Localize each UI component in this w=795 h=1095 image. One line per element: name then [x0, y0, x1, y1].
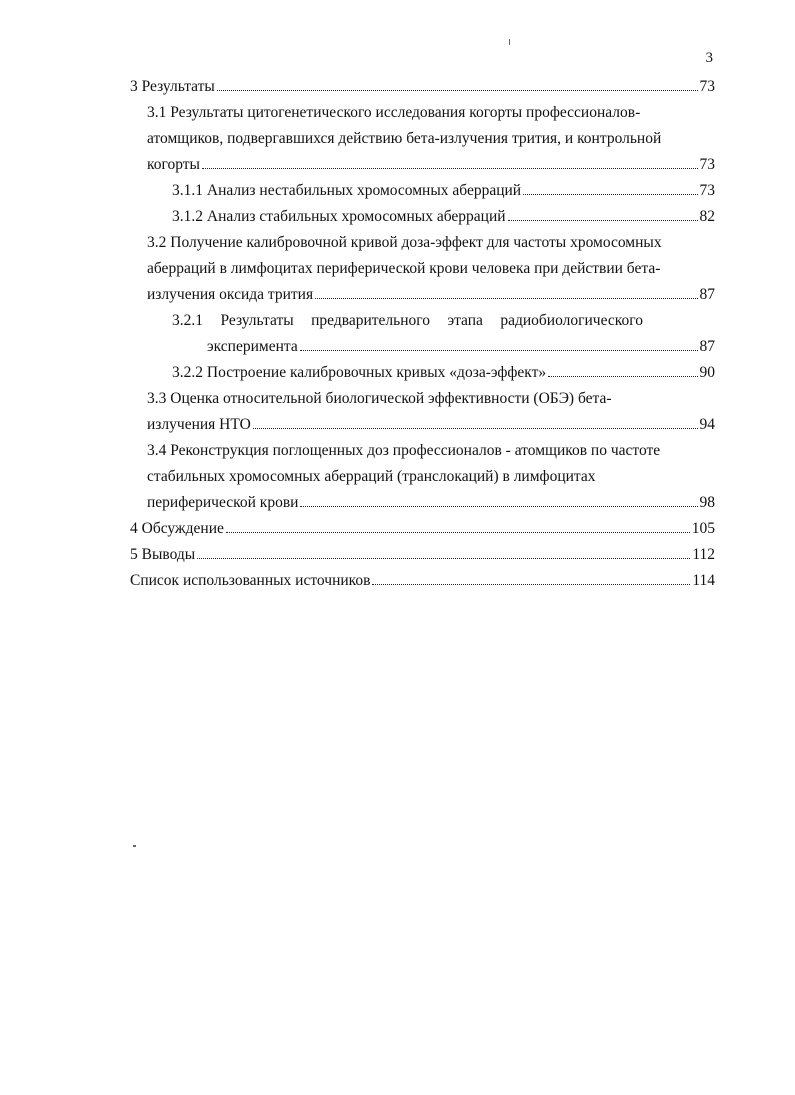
- toc-page-number: 73: [699, 78, 715, 95]
- toc-word: радиобиологического: [500, 312, 643, 329]
- toc-entry-line: атомщиков, подвергавшихся действию бета-излучения трития, и контрольной: [147, 130, 662, 147]
- dot-leader: [300, 350, 698, 351]
- toc-entry-3-2-2[interactable]: [172, 360, 715, 386]
- dot-leader: [548, 376, 697, 377]
- dot-leader: [523, 194, 697, 195]
- toc-page-number: 105: [691, 520, 715, 537]
- dot-leader: [300, 506, 697, 507]
- dot-leader: [226, 532, 690, 533]
- toc-word: 3.2.1: [172, 312, 203, 329]
- toc-page-number: 114: [692, 572, 715, 589]
- dot-leader: [197, 558, 690, 559]
- toc-entry-text: 3.1.1 Анализ нестабильных хромосомных аберраций: [172, 182, 522, 199]
- dot-leader: [202, 168, 698, 169]
- toc-page-number: 87: [699, 286, 715, 303]
- toc-entry-line: когорты: [147, 156, 200, 173]
- toc-entry-text: 5 Выводы: [130, 546, 196, 563]
- toc-entry-3-1[interactable]: [147, 100, 715, 178]
- toc-page-number: 112: [692, 546, 715, 563]
- toc-entry-line: 3.1 Результаты цитогенетического исследования когорты профессионалов-: [147, 104, 641, 121]
- toc-entry-references[interactable]: [130, 568, 715, 594]
- toc-entry-conclusions[interactable]: [130, 542, 715, 568]
- toc-entry-text: 3.1.2 Анализ стабильных хромосомных аберраций: [172, 208, 506, 225]
- toc-entry-line: 3.4 Реконструкция поглощенных доз профессионалов - атомщиков по частоте: [147, 442, 661, 459]
- toc-page-number: 82: [699, 208, 715, 225]
- toc-entry-discussion[interactable]: [130, 516, 715, 542]
- toc-page-number: 94: [699, 416, 715, 433]
- toc-entry-text: 3 Результаты: [130, 78, 215, 95]
- toc-entry-line: излучения оксида трития: [147, 286, 314, 303]
- toc-entry-3-3[interactable]: [147, 386, 715, 438]
- toc-entry-line: стабильных хромосомных аберраций (транслокаций) в лимфоцитах: [147, 468, 596, 485]
- toc-entry-line: аберраций в лимфоцитах периферической крови человека при действии бета-: [147, 260, 661, 277]
- scan-speck: [509, 39, 510, 45]
- toc-entry-line: периферической крови: [147, 494, 299, 511]
- toc-entry-3-4[interactable]: [147, 438, 715, 516]
- toc-entry-text: 3.2.2 Построение калибровочных кривых «доза-эффект»: [172, 364, 547, 381]
- toc-page-number: 90: [699, 364, 715, 381]
- toc-word: этапа: [447, 312, 483, 329]
- toc-page-number: 98: [699, 494, 715, 511]
- toc-word: предварительного: [311, 312, 430, 329]
- toc-word: Результаты: [220, 312, 294, 329]
- toc-entry-3-1-1[interactable]: [172, 178, 715, 204]
- toc-page-number: 87: [699, 338, 715, 355]
- toc-entry-line: 3.3 Оценка относительной биологической эффективности (ОБЭ) бета-: [147, 390, 612, 407]
- table-of-contents: [130, 74, 715, 594]
- toc-entry-3-2-1[interactable]: [172, 308, 715, 360]
- toc-entry-line: излучения НТО: [147, 416, 251, 433]
- toc-entry-3-1-2[interactable]: [172, 204, 715, 230]
- toc-entry-results[interactable]: [130, 74, 715, 100]
- dot-leader: [315, 298, 697, 299]
- toc-entry-line: эксперимента: [207, 338, 298, 355]
- toc-entry-text: 4 Обсуждение: [130, 520, 224, 537]
- toc-entry-text: Список использованных источников: [130, 572, 371, 589]
- toc-page-number: 73: [699, 156, 715, 173]
- toc-page-number: 73: [699, 182, 715, 199]
- toc-entry-3-2[interactable]: [147, 230, 715, 308]
- dot-leader: [372, 584, 690, 585]
- dot-leader: [217, 90, 698, 91]
- scan-speck: [133, 845, 136, 847]
- toc-entry-line: 3.2 Получение калибровочной кривой доза-эффект для частоты хромосомных: [147, 234, 662, 251]
- dot-leader: [253, 428, 698, 429]
- dot-leader: [508, 220, 698, 221]
- page-number: 3: [705, 50, 713, 66]
